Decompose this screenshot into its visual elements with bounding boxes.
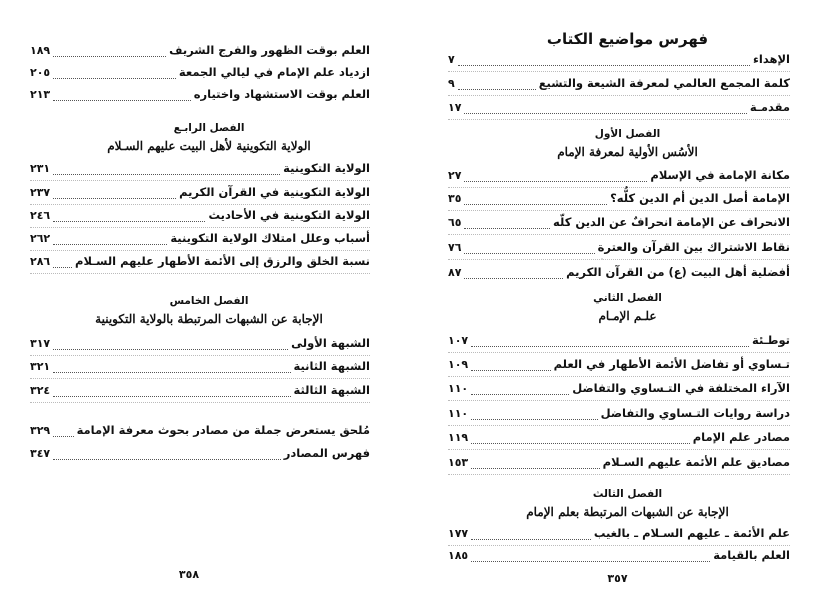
leader-dots [471,434,690,444]
toc-entry[interactable] [448,52,790,70]
toc-entry-page: ٢٨٦ [30,255,51,268]
toc-entry-page: ٣٢٤ [30,384,51,397]
toc-entry-title: مصادر علم الإمام [692,430,790,444]
leader-dots [464,219,550,229]
toc-entry-title: الولاية التكوينية [283,161,370,175]
toc-entry[interactable] [448,168,790,186]
chapter-2-title: علـم الإمـام [598,309,657,323]
page-number: ٣٥٨ [178,568,200,581]
toc-entry[interactable] [448,265,790,283]
leader-dots [471,530,591,540]
row-divider [448,119,790,120]
toc-entry-page: ١١٠ [448,407,469,420]
toc-entry-page: ٢١٣ [30,88,51,101]
chapter-2-label: الفصل الثاني [593,292,662,304]
left-page [0,0,418,601]
toc-entry[interactable] [30,161,370,179]
row-divider [448,400,790,401]
toc-entry-title: العلم بوقت الاستشهاد واختياره [193,87,370,101]
toc-entry-title: ازدياد علم الإمام في ليالي الجمعة [178,65,370,79]
toc-entry-page: ٢٧ [448,169,462,182]
toc-entry-page: ١٨٥ [448,549,469,562]
toc-entry[interactable] [30,43,370,61]
leader-dots [53,212,205,222]
leader-dots [464,269,563,279]
toc-entry-title: العلم بوقت الظهور والفرج الشريف [169,43,370,57]
leader-dots [53,258,72,268]
right-page [418,0,837,601]
leader-dots [53,189,176,199]
toc-entry-title: الإهداء [753,52,790,66]
leader-dots [53,340,288,350]
leader-dots [53,69,176,79]
page-number: ٣٥٧ [607,572,628,585]
toc-entry[interactable] [30,185,370,203]
toc-entry[interactable] [448,215,790,233]
toc-entry-title: علم الأئمة ـ عليهم السـلام ـ بالغيب [593,526,790,540]
row-divider [30,227,370,228]
toc-entry-title: مصاديق علم الأئمة عليهم السـلام [602,455,790,469]
toc-entry-page: ٣٢١ [30,360,51,373]
toc-entry[interactable] [448,548,790,566]
row-divider [30,250,370,251]
toc-entry[interactable] [30,231,370,249]
row-divider [30,273,370,274]
chapter-3-title: الإجابة عن الشبهات المرتبطة بعلم الإمام [526,505,729,519]
toc-entry-title: أفضلية أهل البيت (ع) من القرآن الكريم [566,265,790,279]
toc-entry-page: ٣١٧ [30,337,51,350]
row-divider [30,180,370,181]
toc-entry-title: مقدمـة [749,100,790,114]
toc-entry-page: ١٠٩ [448,358,469,371]
row-divider [30,355,370,356]
chapter-3-label: الفصل الثالث [592,488,663,500]
toc-entry-page: ٦٥ [448,216,462,229]
leader-dots [464,104,746,114]
toc-entry-title: مُلحق يستعرض جملة من مصادر بحوث معرفة الإمامة [76,423,370,437]
toc-entry-title: دراسة روايات التـساوي والتفاضل [600,406,790,420]
toc-entry[interactable] [448,100,790,118]
toc-entry-title: مكانة الإمامة في الإسلام [650,168,790,182]
toc-entry-title: فهرس المصادر [283,446,370,460]
toc-entry-page: ١٠٧ [448,334,469,347]
leader-dots [458,56,750,66]
toc-entry-title: الشبهة الأولى [291,336,370,350]
leader-dots [458,80,536,90]
toc-entry-title: العلم بالقيامة [713,548,790,562]
toc-entry[interactable] [448,381,790,399]
row-divider [448,352,790,353]
row-divider [30,402,370,403]
row-divider [448,545,790,546]
toc-entry[interactable] [30,65,370,83]
toc-entry-title: الولاية التكوينية في الأحاديث [208,208,370,222]
row-divider [448,210,790,211]
leader-dots [464,195,607,205]
row-divider [448,259,790,260]
leader-dots [53,47,166,57]
toc-entry-page: ١١٠ [448,382,469,395]
toc-entry-page: ٣٤٧ [30,447,51,460]
toc-entry[interactable] [448,526,790,544]
row-divider [448,71,790,72]
toc-entry[interactable] [448,406,790,424]
leader-dots [471,385,569,395]
leader-dots [464,244,594,254]
leader-dots [53,165,280,175]
toc-entry-title: الإمامة أصل الدين أم الدين كلُّه؟ [610,191,790,205]
chapter-4-title: الولاية التكوينية لأهل البيت عليهم السـلام [107,139,311,153]
row-divider [448,234,790,235]
toc-entry[interactable] [30,254,370,272]
toc-entry-page: ٩ [448,77,455,90]
toc-entry-page: ٨٧ [448,266,462,279]
chapter-4-label: الفصل الرابـع [173,122,245,134]
row-divider [448,376,790,377]
toc-entry[interactable] [448,240,790,258]
leader-dots [53,235,167,245]
row-divider [30,378,370,379]
toc-entry-title: أسباب وعلل امتلاك الولاية التكوينية [170,231,370,245]
toc-entry-title: توطـئة [752,333,790,347]
toc-entry[interactable] [448,191,790,209]
toc-entry[interactable] [30,208,370,226]
toc-entry[interactable] [30,87,370,105]
toc-entry-page: ١٧٧ [448,527,469,540]
toc-entry[interactable] [448,357,790,375]
toc-entry-page: ٢٠٥ [30,66,51,79]
toc-entry-page: ٣٥ [448,192,462,205]
toc-entry-title: الآراء المختلفة في التـساوي والتفاضل [572,381,790,395]
toc-entry-page: ٢٣١ [30,162,51,175]
row-divider [448,449,790,450]
row-divider [448,95,790,96]
toc-entry-title: نقاط الاشتراك بين القرآن والعترة [597,240,790,254]
toc-entry-page: ٧ [448,53,455,66]
toc-entry-title: كلمة المجمع العالمي لمعرفة الشيعة والتشيع [538,76,790,90]
toc-entry-page: ٢٣٧ [30,186,51,199]
leader-dots [464,172,647,182]
toc-entry-page: ٢٤٦ [30,209,51,222]
leader-dots [471,459,599,469]
leader-dots [471,552,710,562]
row-divider [448,187,790,188]
toc-entry[interactable] [448,76,790,94]
toc-entry-title: تـساوي أو تفاضل الأئمة الأطهار في العلم [553,357,790,371]
toc-entry-page: ١٨٩ [30,44,51,57]
row-divider [30,204,370,205]
toc-entry-title: الانحراف عن الإمامة انحرافٌ عن الدين كلّه [553,215,790,229]
toc-entry[interactable] [448,333,790,351]
toc-entry[interactable] [30,359,370,377]
leader-dots [53,450,281,460]
toc-entry-page: ١١٩ [448,431,469,444]
toc-entry-page: ٣٢٩ [30,424,51,437]
toc-entry[interactable] [448,455,790,473]
toc-entry[interactable] [30,446,370,464]
chapter-5-label: الفصل الخامس [169,295,249,307]
leader-dots [53,91,191,101]
toc-entry-page: ٢٦٢ [30,232,51,245]
toc-entry-page: ١٥٣ [448,456,469,469]
chapter-5-title: الإجابة عن الشبهات المرتبطة بالولاية التكوينية [95,312,323,326]
row-divider [448,474,790,475]
toc-main-title: فهرس مواضيع الكتاب [546,30,709,48]
toc-entry[interactable] [30,336,370,354]
toc-entry[interactable] [30,423,370,441]
toc-entry[interactable] [30,383,370,401]
toc-entry-page: ١٧ [448,101,462,114]
toc-entry-page: ٧٦ [448,241,462,254]
leader-dots [53,363,290,373]
toc-entry[interactable] [448,430,790,448]
chapter-1-title: الأسُس الأولية لمعرفة الإمام [557,145,698,159]
toc-entry-title: نسبة الخلق والرزق إلى الأئمة الأطهار عليهم السـلام [75,254,370,268]
paper-speck [601,258,603,260]
toc-entry-title: الشبهة الثالثة [293,383,370,397]
chapter-1-label: الفصل الأول [594,128,661,140]
row-divider [448,425,790,426]
leader-dots [53,427,73,437]
leader-dots [53,387,290,397]
leader-dots [471,361,550,371]
toc-entry-title: الشبهة الثانية [293,359,370,373]
leader-dots [471,410,598,420]
leader-dots [471,337,749,347]
toc-entry-title: الولاية التكوينية في القرآن الكريم [179,185,370,199]
